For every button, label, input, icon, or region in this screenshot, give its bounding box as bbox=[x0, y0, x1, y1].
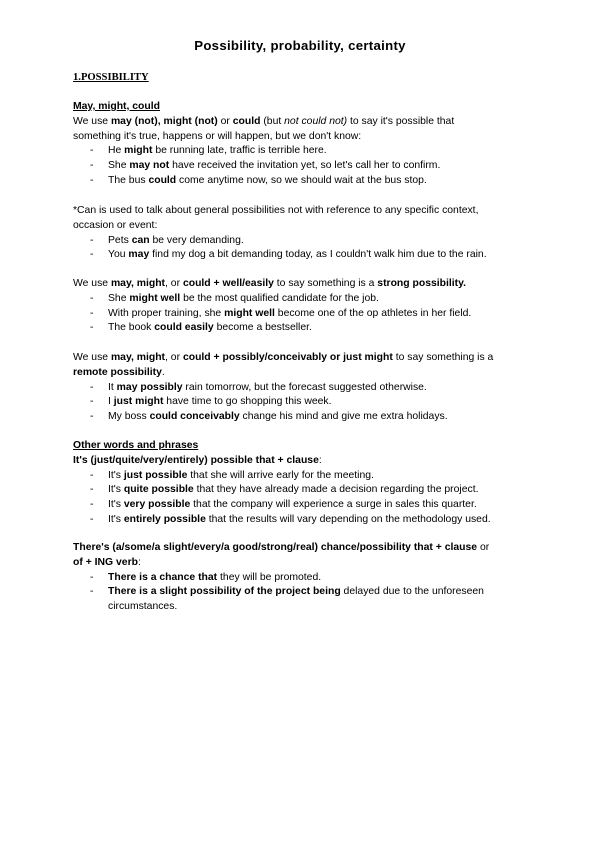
list-item: - It's just possible that she will arrive early for the meeting. bbox=[90, 469, 374, 481]
example-list bbox=[73, 234, 528, 264]
strong-possibility-section bbox=[73, 277, 528, 336]
other-phrases-section bbox=[73, 439, 528, 528]
list-item: - She might well be the most qualified candidate for the job. bbox=[90, 292, 379, 304]
list-item: - With proper training, she might well become one of the op athletes in her field. bbox=[90, 307, 472, 319]
example-list bbox=[73, 144, 528, 188]
example-list bbox=[73, 469, 528, 528]
list-item: - She may not have received the invitation yet, so let's call her to confirm. bbox=[90, 160, 441, 172]
list-item: - You may find my dog a bit demanding today, as I couldn't walk him due to the rain. bbox=[90, 249, 487, 261]
remote-intro-cont: remote possibility. bbox=[73, 366, 165, 378]
may-might-could-section bbox=[73, 100, 528, 189]
can-note-section bbox=[73, 204, 528, 263]
intro-paragraph-cont: something it's true, happens or will happen, but we don't know: bbox=[73, 130, 362, 142]
list-item: - There is a chance that they will be promoted. bbox=[90, 571, 322, 583]
remote-possibility-section bbox=[73, 351, 528, 425]
example-list bbox=[73, 292, 528, 336]
list-item: - I just might have time to go shopping this week. bbox=[90, 396, 332, 408]
list-item: - It's very possible that the company will experience a surge in sales this quarter. bbox=[90, 499, 477, 511]
page-title: Possibility, probability, certainty bbox=[194, 38, 406, 53]
list-item: - It's entirely possible that the results will vary depending on the methodology used. bbox=[90, 513, 491, 525]
list-item: - Pets can be very demanding. bbox=[90, 234, 244, 246]
list-item: - There is a slight possibility of the project being delayed due to the unforeseen circumstances. bbox=[90, 586, 484, 613]
example-list bbox=[73, 571, 528, 615]
chance-section bbox=[73, 541, 528, 615]
list-item: - The book could easily become a bestseller. bbox=[90, 322, 312, 334]
list-item: - My boss could conceivably change his mind and give me extra holidays. bbox=[90, 411, 448, 423]
list-item: - It may possibly rain tomorrow, but the forecast suggested otherwise. bbox=[90, 381, 427, 393]
list-item: - It's quite possible that they have already made a decision regarding the project. bbox=[90, 484, 479, 496]
subheading-may-might-could: May, might, could bbox=[73, 101, 160, 112]
can-note-line: *Can is used to talk about general possibilities not with reference to any specific context, bbox=[73, 205, 479, 216]
list-item: - The bus could come anytime now, so we should wait at the bus stop. bbox=[90, 174, 427, 186]
remote-intro: We use may, might, or could + possibly/conceivably or just might to say something is a bbox=[73, 352, 494, 363]
subheading-other-phrases: Other words and phrases bbox=[73, 440, 199, 451]
can-note-line: occasion or event: bbox=[73, 219, 158, 231]
intro-paragraph: We use may (not), might (not) or could (but not could not) to say it's possible that bbox=[73, 115, 455, 127]
list-item: - He might be running late, traffic is terrible here. bbox=[90, 145, 327, 157]
pattern-line: It's (just/quite/very/entirely) possible that + clause: bbox=[73, 454, 322, 466]
section-heading: 1.POSSIBILITY bbox=[73, 72, 149, 83]
pattern-line-cont: of + ING verb: bbox=[73, 556, 141, 568]
pattern-line: There's (a/some/a slight/every/a good/strong/real) chance/possibility that + clause or bbox=[73, 542, 490, 553]
example-list bbox=[73, 381, 528, 425]
strong-intro: We use may, might, or could + well/easily to say something is a strong possibility. bbox=[73, 278, 467, 289]
